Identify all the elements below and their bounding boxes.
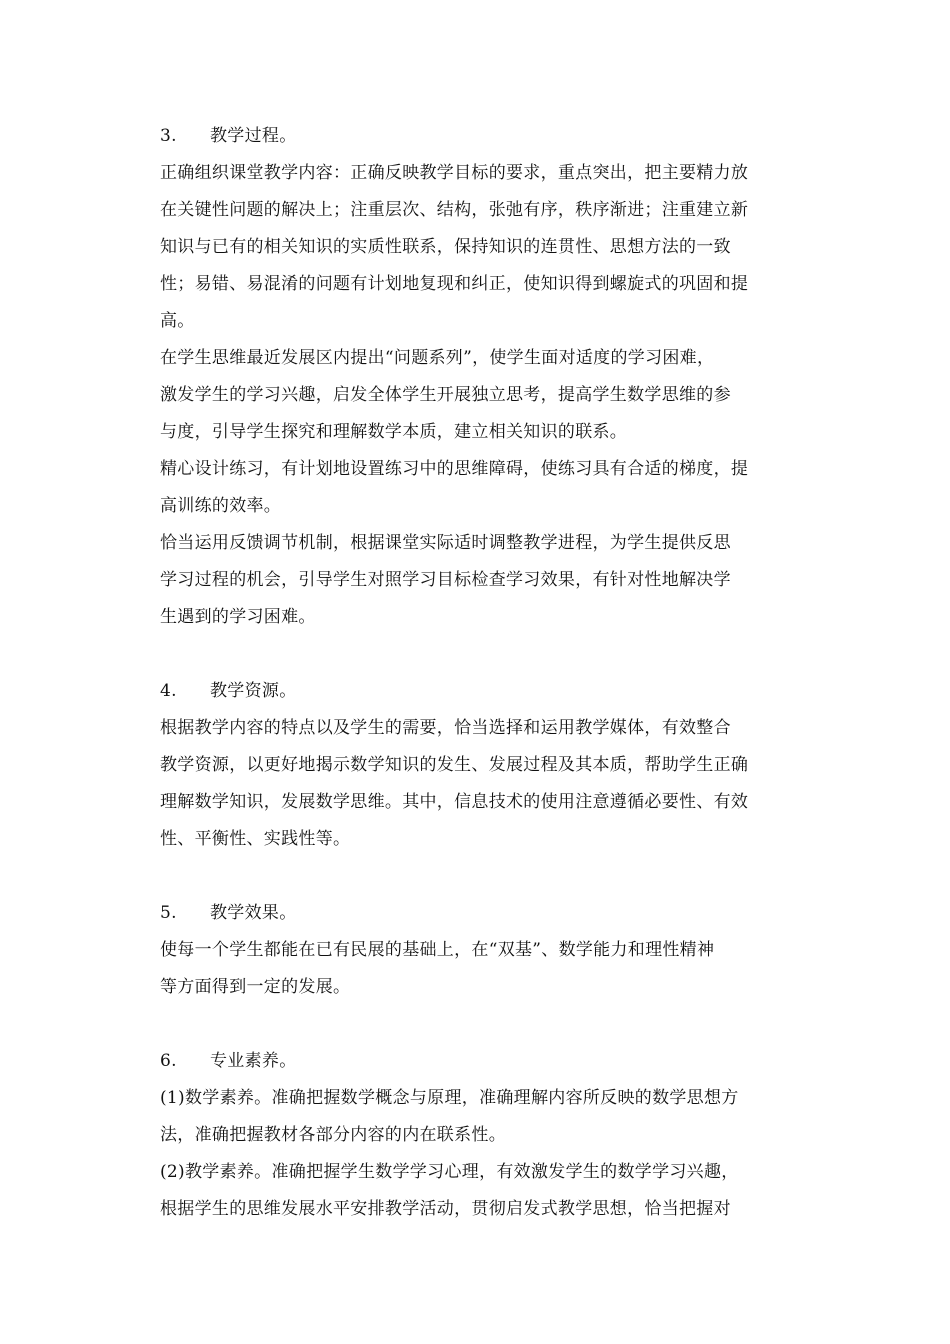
section-heading-3 — [160, 118, 792, 155]
paragraph-line: 理解数学知识，发展数学思维。其中，信息技术的使用注意遵循必要性、有效 — [160, 792, 749, 812]
paragraph-line: 恰当运用反馈调节机制，根据课堂实际适时调整教学进程，为学生提供反思 — [160, 533, 731, 553]
paragraph-line: 等方面得到一定的发展。 — [160, 977, 351, 997]
section-number: 4. — [160, 681, 177, 701]
document-page — [160, 118, 792, 1228]
paragraph-line: 精心设计练习，有计划地设置练习中的思维障碍，使练习具有合适的梯度，提 — [160, 459, 749, 479]
paragraph-line: 使每一个学生都能在已有民展的基础上，在“双基”、数学能力和理性精神 — [160, 940, 715, 960]
paragraph-line: 激发学生的学习兴趣，启发全体学生开展独立思考，提高学生数学思维的参 — [160, 385, 731, 405]
section-title: 教学效果。 — [210, 903, 297, 923]
section-spacer — [160, 1006, 792, 1043]
section-heading-4 — [160, 673, 792, 710]
paragraph-line: 正确组织课堂教学内容：正确反映教学目标的要求，重点突出，把主要精力放 — [160, 163, 749, 183]
section-title: 教学资源。 — [210, 681, 297, 701]
paragraph-line: 在关键性问题的解决上；注重层次、结构，张弛有序，秩序渐进；注重建立新 — [160, 200, 749, 220]
section-title: 教学过程。 — [210, 126, 297, 146]
section-number: 6. — [160, 1051, 177, 1071]
paragraph-line: (1)数学素养。准确把握数学概念与原理，准确理解内容所反映的数学思想方 — [160, 1088, 739, 1108]
paragraph-line: 法，准确把握教材各部分内容的内在联系性。 — [160, 1125, 506, 1145]
paragraph-line: 学习过程的机会，引导学生对照学习目标检查学习效果，有针对性地解决学 — [160, 570, 731, 590]
section-number: 3. — [160, 126, 177, 146]
paragraph-line: 与度，引导学生探究和理解数学本质，建立相关知识的联系。 — [160, 422, 628, 442]
paragraph-line: 根据学生的思维发展水平安排教学活动，贯彻启发式教学思想，恰当把握对 — [160, 1199, 731, 1219]
section-spacer — [160, 858, 792, 895]
section-heading-5 — [160, 895, 792, 932]
paragraph-line: 教学资源，以更好地揭示数学知识的发生、发展过程及其本质，帮助学生正确 — [160, 755, 749, 775]
section-heading-6 — [160, 1043, 792, 1080]
paragraph-line: 在学生思维最近发展区内提出“问题系列”，使学生面对适度的学习困难， — [160, 348, 715, 368]
paragraph-line: 知识与已有的相关知识的实质性联系，保持知识的连贯性、思想方法的一致 — [160, 237, 731, 257]
paragraph-line: 根据教学内容的特点以及学生的需要，恰当选择和运用教学媒体，有效整合 — [160, 718, 731, 738]
section-number: 5. — [160, 903, 177, 923]
paragraph-line: 生遇到的学习困难。 — [160, 607, 316, 627]
paragraph-line: (2)教学素养。准确把握学生数学学习心理，有效激发学生的数学学习兴趣， — [160, 1162, 739, 1182]
paragraph-line: 性、平衡性、实践性等。 — [160, 829, 351, 849]
paragraph-line: 性；易错、易混淆的问题有计划地复现和纠正，使知识得到螺旋式的巩固和提 — [160, 274, 749, 294]
section-spacer — [160, 636, 792, 673]
section-title: 专业素养。 — [210, 1051, 297, 1071]
paragraph-line: 高。 — [160, 311, 195, 331]
paragraph-line: 高训练的效率。 — [160, 496, 282, 516]
